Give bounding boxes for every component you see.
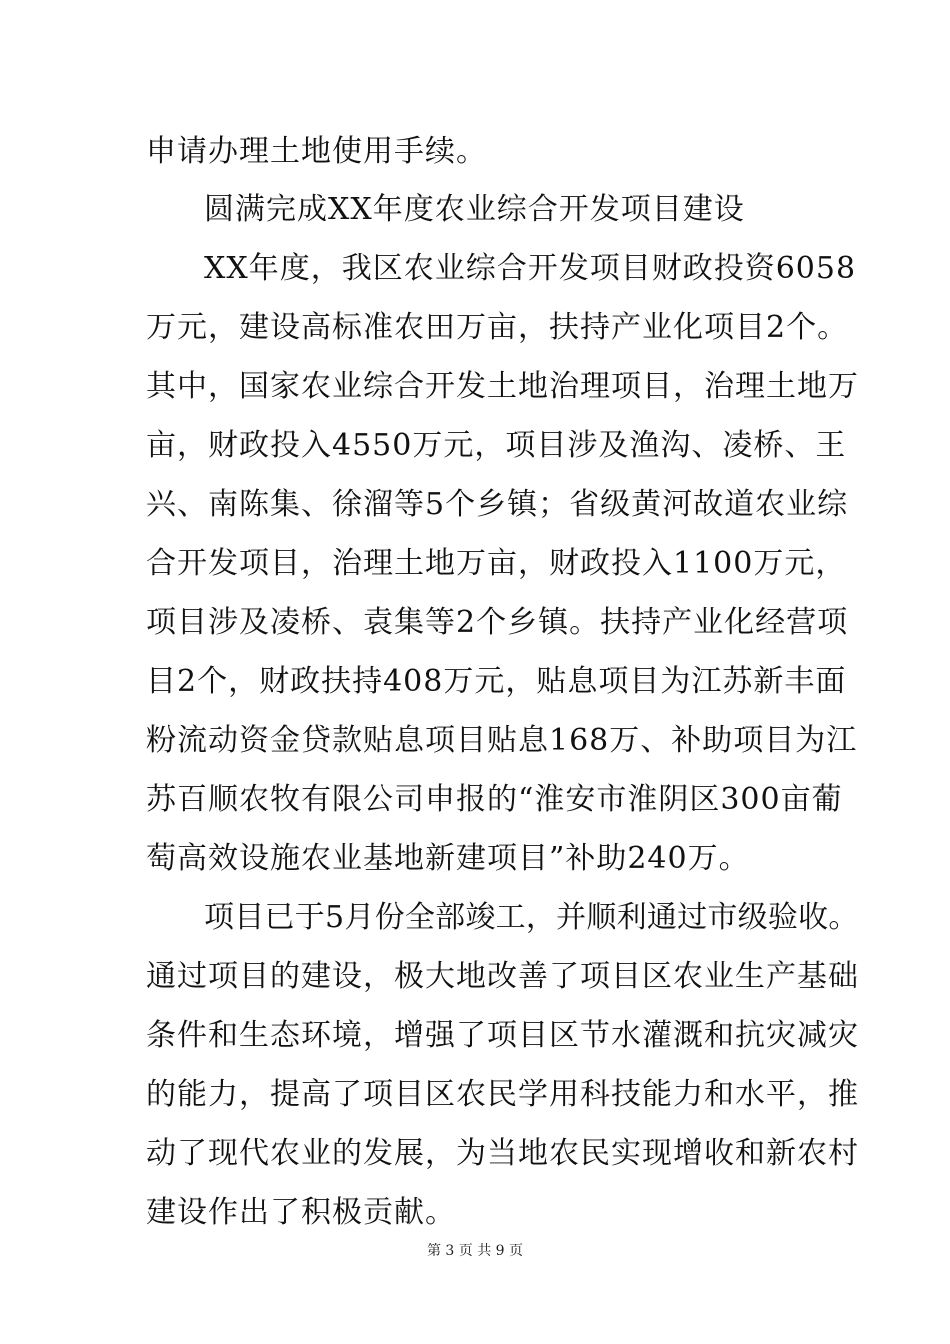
paragraph-line: 合开发项目，治理土地万亩，财政投入1100万元， [146,546,847,581]
paragraph-line: 建设作出了积极贡献。 [146,1195,456,1230]
paragraph-line: 萄高效设施农业基地新建项目”补助240万。 [146,841,750,876]
paragraph-line: 条件和生态环境，增强了项目区节水灌溉和抗灾减灾 [146,1018,859,1053]
paragraph-line: 项目已于5月份全部竣工，并顺利通过市级验收。 [204,900,859,935]
page-number-footer: 第 3 页 共 9 页 [426,1243,524,1259]
paragraph-line: XX年度，我区农业综合开发项目财政投资6058 [204,251,857,286]
paragraph-line: 粉流动资金贷款贴息项目贴息168万、补助项目为江 [146,723,858,758]
paragraph-line: 万元，建设高标准农田万亩，扶持产业化项目2个。 [146,310,849,345]
paragraph-line: 亩，财政投入4550万元，项目涉及渔沟、凌桥、王 [146,428,847,463]
paragraph-line: 目2个，财政扶持408万元，贴息项目为江苏新丰面 [146,664,847,699]
paragraph-line: 动了现代农业的发展，为当地农民实现增收和新农村 [146,1136,859,1171]
paragraph-line: 兴、南陈集、徐溜等5个乡镇；省级黄河故道农业综 [146,487,849,522]
paragraph-line: 苏百顺农牧有限公司申报的“淮安市淮阴区300亩葡 [146,782,843,817]
paragraph-line: 申请办理土地使用手续。 [146,134,487,169]
section-heading: 圆满完成XX年度农业综合开发项目建设 [204,192,745,227]
paragraph-line: 其中，国家农业综合开发土地治理项目，治理土地万 [146,369,859,404]
paragraph-line: 通过项目的建设，极大地改善了项目区农业生产基础 [146,959,859,994]
paragraph-line: 项目涉及凌桥、袁集等2个乡镇。扶持产业化经营项 [146,605,849,640]
paragraph-line: 的能力，提高了项目区农民学用科技能力和水平，推 [146,1077,859,1112]
